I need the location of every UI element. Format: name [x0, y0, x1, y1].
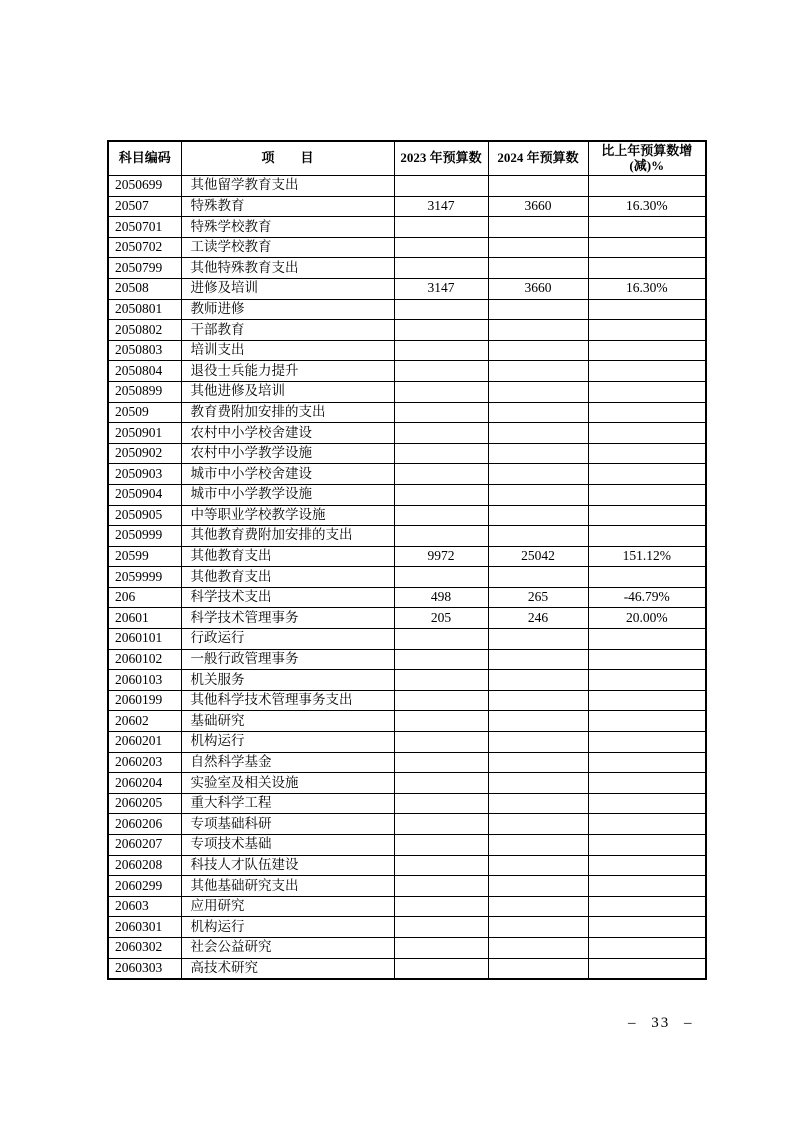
- cell-item: 专项基础科研: [181, 814, 394, 835]
- table-row: [108, 608, 706, 629]
- cell-budget-2023: [394, 320, 488, 341]
- cell-budget-2024: [488, 690, 588, 711]
- cell-budget-2023: [394, 958, 488, 979]
- cell-budget-2023: [394, 258, 488, 279]
- cell-change-percent: [588, 937, 706, 958]
- cell-subject-code: 2050901: [108, 423, 181, 444]
- cell-budget-2023: [394, 237, 488, 258]
- cell-budget-2023: [394, 814, 488, 835]
- cell-budget-2024: 25042: [488, 546, 588, 567]
- cell-change-percent: [588, 484, 706, 505]
- header-subject-code: 科目编码: [108, 141, 181, 176]
- cell-item: 科学技术管理事务: [181, 608, 394, 629]
- cell-item: 其他进修及培训: [181, 381, 394, 402]
- cell-budget-2024: [488, 752, 588, 773]
- cell-budget-2024: [488, 381, 588, 402]
- cell-subject-code: 2050903: [108, 464, 181, 485]
- cell-budget-2023: 3147: [394, 196, 488, 217]
- cell-change-percent: [588, 340, 706, 361]
- table-row: [108, 484, 706, 505]
- cell-item: 机构运行: [181, 917, 394, 938]
- cell-item: 培训支出: [181, 340, 394, 361]
- cell-budget-2024: [488, 361, 588, 382]
- cell-change-percent: [588, 381, 706, 402]
- cell-budget-2024: [488, 732, 588, 753]
- cell-subject-code: 2050802: [108, 320, 181, 341]
- cell-subject-code: 20509: [108, 402, 181, 423]
- budget-table-header: [108, 141, 706, 176]
- cell-change-percent: [588, 258, 706, 279]
- cell-change-percent: [588, 958, 706, 979]
- table-row: [108, 402, 706, 423]
- table-row: [108, 752, 706, 773]
- cell-budget-2023: [394, 484, 488, 505]
- cell-change-percent: [588, 237, 706, 258]
- table-row: [108, 732, 706, 753]
- cell-budget-2023: [394, 361, 488, 382]
- cell-budget-2024: [488, 484, 588, 505]
- cell-change-percent: [588, 876, 706, 897]
- cell-item: 实验室及相关设施: [181, 773, 394, 794]
- cell-budget-2024: [488, 855, 588, 876]
- table-row: [108, 937, 706, 958]
- table-row: [108, 587, 706, 608]
- cell-item: 自然科学基金: [181, 752, 394, 773]
- cell-item: 社会公益研究: [181, 937, 394, 958]
- cell-budget-2023: [394, 402, 488, 423]
- cell-budget-2023: 498: [394, 587, 488, 608]
- cell-subject-code: 20602: [108, 711, 181, 732]
- cell-subject-code: 20601: [108, 608, 181, 629]
- table-row: [108, 773, 706, 794]
- cell-budget-2023: 205: [394, 608, 488, 629]
- cell-item: 城市中小学校舍建设: [181, 464, 394, 485]
- cell-budget-2023: [394, 649, 488, 670]
- cell-change-percent: [588, 526, 706, 547]
- cell-item: 特殊学校教育: [181, 217, 394, 238]
- cell-change-percent: [588, 443, 706, 464]
- cell-budget-2023: [394, 176, 488, 197]
- cell-subject-code: 2060301: [108, 917, 181, 938]
- header-budget-2024: 2024 年预算数: [488, 141, 588, 176]
- cell-budget-2023: [394, 299, 488, 320]
- cell-budget-2024: [488, 649, 588, 670]
- cell-subject-code: 2050701: [108, 217, 181, 238]
- cell-item: 科技人才队伍建设: [181, 855, 394, 876]
- cell-subject-code: 2060208: [108, 855, 181, 876]
- cell-subject-code: 2050804: [108, 361, 181, 382]
- cell-budget-2024: [488, 526, 588, 547]
- cell-subject-code: 2050702: [108, 237, 181, 258]
- cell-budget-2023: [394, 855, 488, 876]
- cell-item: 行政运行: [181, 629, 394, 650]
- cell-subject-code: 2060203: [108, 752, 181, 773]
- header-item: 项 目: [181, 141, 394, 176]
- cell-subject-code: 20508: [108, 278, 181, 299]
- cell-budget-2024: [488, 814, 588, 835]
- cell-budget-2024: [488, 299, 588, 320]
- cell-budget-2024: [488, 876, 588, 897]
- cell-subject-code: 2060207: [108, 835, 181, 856]
- cell-subject-code: 2060103: [108, 670, 181, 691]
- cell-budget-2024: [488, 711, 588, 732]
- table-row: [108, 299, 706, 320]
- cell-item: 退役士兵能力提升: [181, 361, 394, 382]
- cell-subject-code: 2059999: [108, 567, 181, 588]
- cell-item: 工读学校教育: [181, 237, 394, 258]
- cell-subject-code: 2060199: [108, 690, 181, 711]
- cell-change-percent: [588, 917, 706, 938]
- cell-subject-code: 2060303: [108, 958, 181, 979]
- cell-budget-2023: [394, 526, 488, 547]
- cell-change-percent: [588, 773, 706, 794]
- cell-budget-2023: [394, 423, 488, 444]
- cell-item: 城市中小学教学设施: [181, 484, 394, 505]
- cell-budget-2024: [488, 402, 588, 423]
- table-row: [108, 670, 706, 691]
- table-row: [108, 793, 706, 814]
- cell-change-percent: [588, 690, 706, 711]
- cell-budget-2023: [394, 917, 488, 938]
- cell-budget-2024: [488, 340, 588, 361]
- cell-item: 其他特殊教育支出: [181, 258, 394, 279]
- cell-budget-2024: [488, 937, 588, 958]
- cell-budget-2023: [394, 793, 488, 814]
- cell-change-percent: [588, 793, 706, 814]
- cell-budget-2024: [488, 237, 588, 258]
- cell-item: 应用研究: [181, 896, 394, 917]
- page-number: – 33 –: [628, 1015, 694, 1031]
- budget-table-body: [108, 176, 706, 980]
- cell-budget-2023: [394, 835, 488, 856]
- budget-table: [107, 140, 707, 980]
- cell-subject-code: 20603: [108, 896, 181, 917]
- cell-budget-2023: [394, 773, 488, 794]
- cell-budget-2023: 3147: [394, 278, 488, 299]
- cell-budget-2024: [488, 505, 588, 526]
- cell-change-percent: [588, 752, 706, 773]
- cell-subject-code: 20599: [108, 546, 181, 567]
- cell-budget-2023: [394, 937, 488, 958]
- cell-subject-code: 2050799: [108, 258, 181, 279]
- cell-budget-2023: 9972: [394, 546, 488, 567]
- cell-change-percent: [588, 732, 706, 753]
- cell-budget-2024: [488, 958, 588, 979]
- cell-change-percent: [588, 629, 706, 650]
- cell-budget-2023: [394, 629, 488, 650]
- cell-budget-2024: [488, 773, 588, 794]
- cell-budget-2024: [488, 258, 588, 279]
- cell-subject-code: 206: [108, 587, 181, 608]
- table-row: [108, 237, 706, 258]
- table-row: [108, 958, 706, 979]
- cell-budget-2024: [488, 567, 588, 588]
- cell-subject-code: 2050803: [108, 340, 181, 361]
- cell-change-percent: 16.30%: [588, 196, 706, 217]
- cell-item: 其他基础研究支出: [181, 876, 394, 897]
- cell-change-percent: [588, 814, 706, 835]
- cell-change-percent: 151.12%: [588, 546, 706, 567]
- table-row: [108, 690, 706, 711]
- table-row: [108, 361, 706, 382]
- cell-change-percent: [588, 299, 706, 320]
- cell-item: 其他留学教育支出: [181, 176, 394, 197]
- cell-budget-2024: [488, 443, 588, 464]
- cell-subject-code: 2050699: [108, 176, 181, 197]
- cell-item: 基础研究: [181, 711, 394, 732]
- cell-budget-2023: [394, 464, 488, 485]
- cell-subject-code: 2060204: [108, 773, 181, 794]
- cell-budget-2024: 246: [488, 608, 588, 629]
- cell-change-percent: 16.30%: [588, 278, 706, 299]
- cell-budget-2024: 3660: [488, 278, 588, 299]
- table-row: [108, 526, 706, 547]
- cell-subject-code: 2050904: [108, 484, 181, 505]
- table-row: [108, 464, 706, 485]
- table-row: [108, 546, 706, 567]
- table-row: [108, 917, 706, 938]
- cell-change-percent: [588, 423, 706, 444]
- cell-change-percent: [588, 670, 706, 691]
- table-row: [108, 258, 706, 279]
- table-row: [108, 876, 706, 897]
- cell-change-percent: -46.79%: [588, 587, 706, 608]
- table-row: [108, 340, 706, 361]
- cell-item: 其他教育费附加安排的支出: [181, 526, 394, 547]
- cell-item: 机关服务: [181, 670, 394, 691]
- cell-subject-code: 2060205: [108, 793, 181, 814]
- cell-subject-code: 2060302: [108, 937, 181, 958]
- cell-item: 高技术研究: [181, 958, 394, 979]
- cell-item: 农村中小学教学设施: [181, 443, 394, 464]
- cell-item: 其他教育支出: [181, 567, 394, 588]
- cell-budget-2023: [394, 381, 488, 402]
- cell-item: 中等职业学校教学设施: [181, 505, 394, 526]
- cell-budget-2024: [488, 917, 588, 938]
- cell-subject-code: 2060102: [108, 649, 181, 670]
- table-row: [108, 567, 706, 588]
- table-row: [108, 505, 706, 526]
- table-row: [108, 629, 706, 650]
- cell-item: 机构运行: [181, 732, 394, 753]
- cell-budget-2023: [394, 732, 488, 753]
- cell-budget-2023: [394, 670, 488, 691]
- table-row: [108, 176, 706, 197]
- table-row: [108, 711, 706, 732]
- header-budget-2023: 2023 年预算数: [394, 141, 488, 176]
- header-row: [108, 141, 706, 176]
- cell-budget-2023: [394, 896, 488, 917]
- cell-change-percent: [588, 835, 706, 856]
- table-row: [108, 649, 706, 670]
- cell-change-percent: [588, 361, 706, 382]
- cell-item: 其他教育支出: [181, 546, 394, 567]
- cell-item: 一般行政管理事务: [181, 649, 394, 670]
- cell-budget-2023: [394, 340, 488, 361]
- cell-subject-code: 2050801: [108, 299, 181, 320]
- cell-budget-2023: [394, 505, 488, 526]
- cell-subject-code: 2060101: [108, 629, 181, 650]
- cell-change-percent: [588, 649, 706, 670]
- cell-change-percent: [588, 320, 706, 341]
- cell-budget-2023: [394, 567, 488, 588]
- cell-change-percent: [588, 217, 706, 238]
- table-row: [108, 443, 706, 464]
- cell-subject-code: 2060206: [108, 814, 181, 835]
- table-row: [108, 381, 706, 402]
- table-row: [108, 278, 706, 299]
- cell-change-percent: [588, 855, 706, 876]
- cell-budget-2024: [488, 464, 588, 485]
- cell-budget-2023: [394, 876, 488, 897]
- cell-change-percent: [588, 505, 706, 526]
- cell-budget-2024: [488, 670, 588, 691]
- cell-change-percent: 20.00%: [588, 608, 706, 629]
- table-row: [108, 896, 706, 917]
- cell-item: 教育费附加安排的支出: [181, 402, 394, 423]
- cell-budget-2023: [394, 443, 488, 464]
- header-change-percent: 比上年预算数增 (减)%: [588, 141, 706, 176]
- table-row: [108, 196, 706, 217]
- cell-budget-2024: [488, 176, 588, 197]
- cell-budget-2024: 3660: [488, 196, 588, 217]
- cell-change-percent: [588, 896, 706, 917]
- cell-item: 进修及培训: [181, 278, 394, 299]
- cell-change-percent: [588, 176, 706, 197]
- cell-budget-2024: [488, 423, 588, 444]
- cell-item: 干部教育: [181, 320, 394, 341]
- table-row: [108, 423, 706, 444]
- cell-change-percent: [588, 711, 706, 732]
- table-row: [108, 855, 706, 876]
- cell-budget-2023: [394, 217, 488, 238]
- cell-budget-2024: [488, 320, 588, 341]
- cell-budget-2023: [394, 690, 488, 711]
- cell-change-percent: [588, 402, 706, 423]
- cell-item: 专项技术基础: [181, 835, 394, 856]
- cell-subject-code: 2060201: [108, 732, 181, 753]
- cell-budget-2024: 265: [488, 587, 588, 608]
- table-row: [108, 814, 706, 835]
- cell-subject-code: 2050899: [108, 381, 181, 402]
- cell-item: 科学技术支出: [181, 587, 394, 608]
- cell-subject-code: 2050902: [108, 443, 181, 464]
- cell-budget-2024: [488, 217, 588, 238]
- cell-change-percent: [588, 567, 706, 588]
- cell-item: 重大科学工程: [181, 793, 394, 814]
- cell-item: 其他科学技术管理事务支出: [181, 690, 394, 711]
- cell-item: 教师进修: [181, 299, 394, 320]
- cell-budget-2023: [394, 711, 488, 732]
- cell-budget-2024: [488, 629, 588, 650]
- cell-budget-2024: [488, 793, 588, 814]
- cell-item: 特殊教育: [181, 196, 394, 217]
- cell-subject-code: 2060299: [108, 876, 181, 897]
- cell-subject-code: 2050999: [108, 526, 181, 547]
- table-row: [108, 320, 706, 341]
- cell-budget-2023: [394, 752, 488, 773]
- cell-budget-2024: [488, 835, 588, 856]
- cell-change-percent: [588, 464, 706, 485]
- table-row: [108, 835, 706, 856]
- cell-item: 农村中小学校舍建设: [181, 423, 394, 444]
- cell-subject-code: 2050905: [108, 505, 181, 526]
- cell-budget-2024: [488, 896, 588, 917]
- cell-subject-code: 20507: [108, 196, 181, 217]
- table-row: [108, 217, 706, 238]
